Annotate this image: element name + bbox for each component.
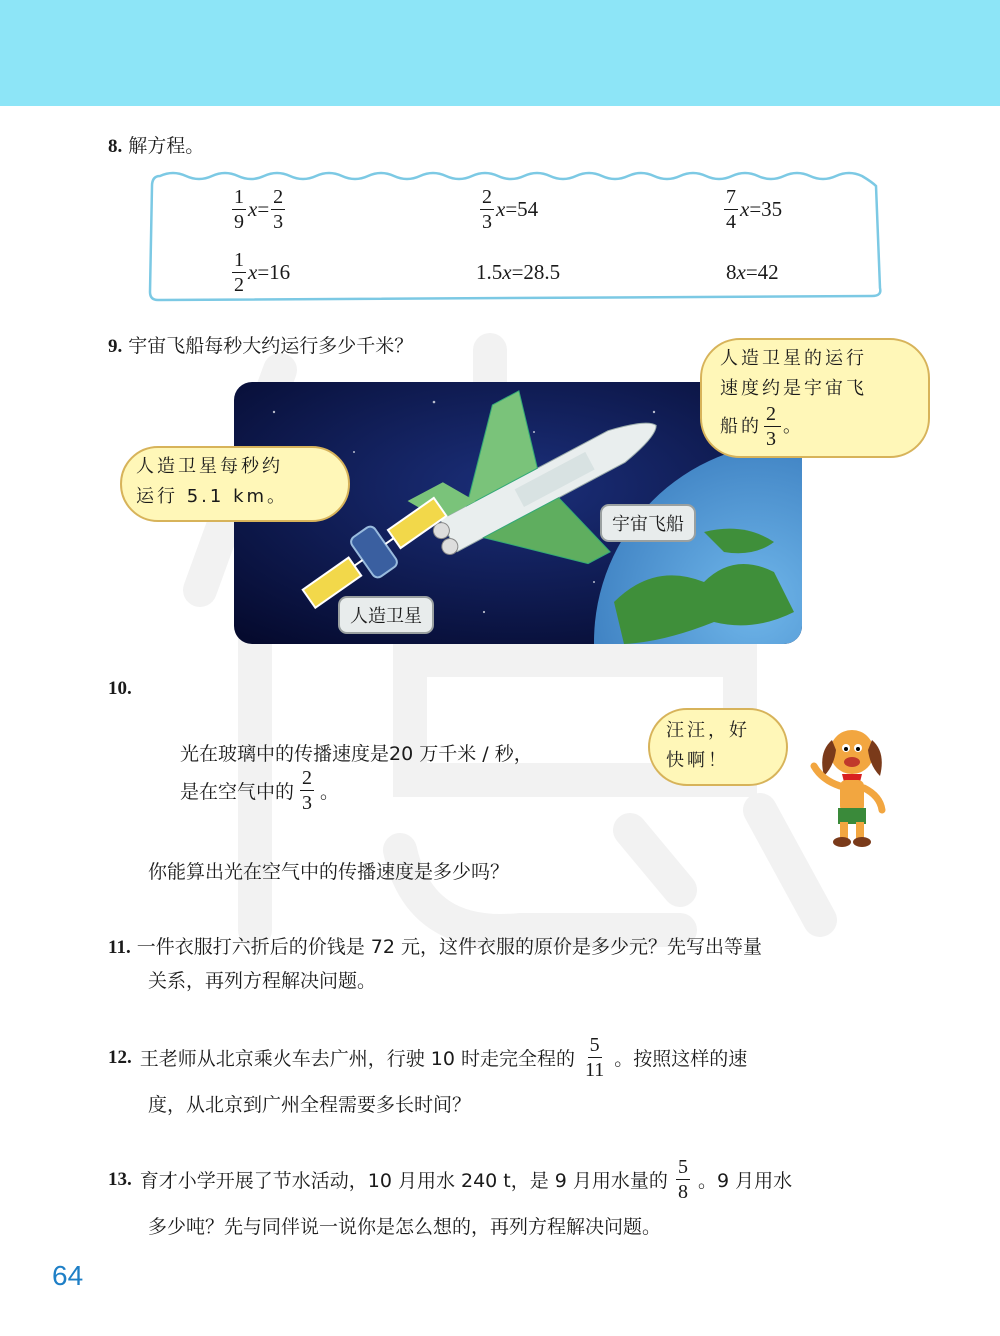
q8-heading	[108, 131, 204, 158]
bubble-left-line2: 运行 5.1 km。	[136, 486, 289, 507]
q13-den: 8	[677, 1181, 688, 1203]
label-satellite: 人造卫星	[338, 596, 434, 634]
eq4-num: 1	[234, 249, 244, 271]
equation-3	[722, 187, 782, 232]
bubble-satellite-speed	[120, 446, 350, 522]
eq5-rhs: =28.5	[511, 260, 561, 284]
q12-line2: 度，从北京到广州全程需要多长时间？	[148, 1094, 472, 1116]
q12-frac	[583, 1035, 606, 1080]
eq6-rhs: =42	[745, 260, 779, 284]
bubble-right-num: 2	[766, 403, 779, 425]
page-number: 64	[52, 1260, 84, 1291]
eq3-num: 7	[726, 186, 736, 208]
equation-5	[476, 260, 560, 285]
label-spaceship: 宇宙飞船	[600, 504, 696, 542]
q11-line1	[108, 932, 762, 959]
eq1-num: 1	[234, 186, 244, 208]
dog-mascot	[808, 722, 898, 850]
q11-line1-text: 一件衣服打六折后的价钱是 72 元，这件衣服的原价是多少元？先写出等量	[136, 936, 763, 958]
eq3-den: 4	[726, 211, 736, 233]
equation-4	[230, 250, 290, 295]
bubble-right-line1: 人造卫星的运行	[720, 348, 867, 369]
eq1-rden: 3	[273, 211, 284, 233]
q10-question: 你能算出光在空气中的传播速度是多少吗？	[148, 861, 510, 883]
q10-line2-pre: 是在空气中的	[180, 781, 295, 803]
q13-num: 5	[677, 1156, 688, 1178]
q12-den: 11	[585, 1059, 605, 1081]
equation-6	[726, 260, 779, 285]
q9-number: 9.	[108, 336, 123, 357]
q12-line1-post: 。按照这样的速	[614, 1048, 748, 1070]
q13-number: 13.	[108, 1168, 132, 1190]
bubble-right-line3	[720, 404, 928, 449]
q13-frac	[676, 1157, 690, 1202]
q10-den: 3	[302, 792, 313, 814]
eq4-var: x	[248, 260, 258, 284]
eq5-var: x	[502, 260, 512, 284]
q12-line1-pre: 王老师从北京乘火车去广州，行驶 10 时走完全程的	[139, 1048, 576, 1070]
bubble-right-line3-pre: 船的	[720, 415, 762, 437]
eq3-var: x	[740, 197, 750, 221]
q9-text: 宇宙飞船每秒大约运行多少千米？	[128, 335, 414, 357]
eq5-coef: 1.5	[476, 260, 503, 284]
q10-line2	[180, 768, 339, 813]
q8-number: 8.	[108, 136, 123, 157]
header-band	[0, 0, 1000, 106]
q12-number: 12.	[108, 1046, 132, 1068]
eq2-rhs: =54	[505, 197, 539, 221]
q10-frac	[300, 768, 314, 813]
q10-number: 10.	[108, 678, 132, 699]
eq4-den: 2	[234, 274, 244, 296]
eq2-var: x	[496, 197, 506, 221]
q13-line1-post: 。9 月用水	[697, 1170, 793, 1192]
equation-2	[478, 187, 538, 232]
q10-line2-post: 。	[320, 781, 340, 803]
eq1-den: 9	[234, 211, 244, 233]
q13-line1-pre: 育才小学开展了节水活动，10 月用水 240 t，是 9 月用水量的	[139, 1170, 668, 1192]
q13-line2: 多少吨？先与同伴说一说你是怎么想的，再列方程解决问题。	[148, 1216, 662, 1238]
bubble-right-line2: 速度约是宇宙飞	[720, 378, 867, 399]
eq3-frac	[724, 187, 738, 232]
q9-heading	[108, 331, 413, 358]
bubble-left-line1: 人造卫星每秒约	[136, 456, 283, 477]
eq1-frac-left	[232, 187, 246, 232]
eq1-rnum: 2	[273, 186, 284, 208]
q12-line1	[108, 1035, 747, 1080]
q11-line2: 关系，再列方程解决问题。	[148, 970, 377, 992]
eq1-frac-right	[271, 187, 285, 232]
q8-title: 解方程。	[128, 135, 205, 157]
equation-1	[230, 187, 287, 232]
eq2-num: 2	[482, 186, 492, 208]
eq2-frac	[480, 187, 494, 232]
q13-line1	[108, 1157, 792, 1202]
q12-num: 5	[589, 1034, 600, 1056]
q11-number: 11.	[108, 937, 131, 958]
bubble-speed-ratio	[700, 338, 930, 458]
bubble-right-line3-post: 。	[783, 415, 804, 437]
eq2-den: 3	[482, 211, 492, 233]
eq6-var: x	[736, 260, 746, 284]
eq1-var: x	[248, 197, 258, 221]
eq3-rhs: =35	[749, 197, 783, 221]
q10-num: 2	[302, 767, 313, 789]
eq6-coef: 8	[726, 260, 737, 284]
eq1-equals: =	[257, 197, 270, 221]
bubble-dog	[648, 708, 788, 786]
q10-line1: 光在玻璃中的传播速度是20 万千米 / 秒，	[180, 743, 533, 765]
eq4-frac	[232, 250, 246, 295]
bubble-dog-line1: 汪汪，好	[666, 720, 750, 741]
bubble-right-den: 3	[766, 428, 779, 450]
bubble-dog-line2: 快啊！	[666, 750, 729, 771]
bubble-right-frac	[764, 404, 781, 449]
eq4-rhs: =16	[257, 260, 291, 284]
